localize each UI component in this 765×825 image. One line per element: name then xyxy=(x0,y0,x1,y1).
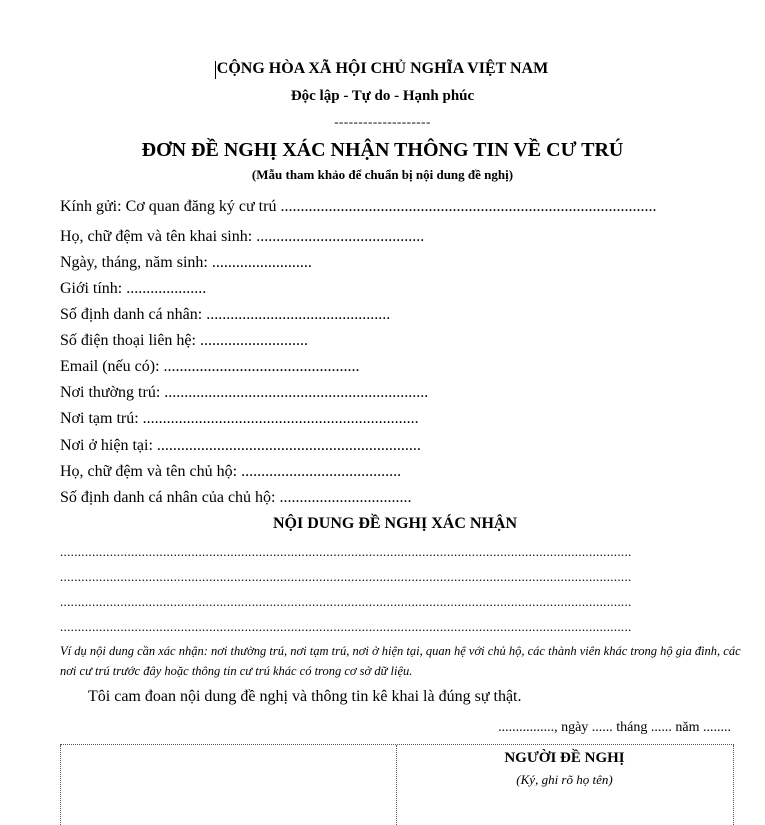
signature-title: NGƯỜI ĐỀ NGHỊ xyxy=(504,750,625,766)
signature-hint: (Ký, ghi rõ họ tên) xyxy=(516,772,613,787)
field-household-head-id[interactable]: Số định danh cá nhân của chủ hộ: ................................. xyxy=(60,489,412,506)
header-separator: -------------------- xyxy=(334,114,431,129)
signature-right-cell[interactable] xyxy=(396,745,734,825)
field-gender[interactable]: Giới tính: .................... xyxy=(60,280,207,297)
content-heading: NỘI DUNG ĐỀ NGHỊ XÁC NHẬN xyxy=(272,515,517,532)
field-recipient[interactable]: Kính gửi: Cơ quan đăng ký cư trú .............................................................................................. xyxy=(60,198,657,215)
content-line[interactable]: ................................................................................................................................................................. xyxy=(60,569,632,584)
form-subtitle: (Mẫu tham khảo để chuẩn bị nội dung đề nghị) xyxy=(251,167,514,182)
pledge-statement: Tôi cam đoan nội dung đề nghị và thông tin kê khai là đúng sự thật. xyxy=(88,688,522,705)
example-note: Ví dụ nội dung cần xác nhận: nơi thường trú, nơi tạm trú, nơi ở hiện tại, quan hệ với chủ hộ, các thành viên khác trong hộ gia đình, các nơi cư trú trước đây hoặc thông tin cư trú khác có trong cơ sở dữ liệu. xyxy=(60,644,741,678)
field-temporary-residence[interactable]: Nơi tạm trú: ..................................................................... xyxy=(60,410,419,427)
field-permanent-residence[interactable]: Nơi thường trú: .................................................................. xyxy=(60,384,429,401)
date-line[interactable]: ................, ngày ...... tháng ...... năm ........ xyxy=(498,720,731,735)
signature-left-cell xyxy=(60,745,397,825)
content-line[interactable]: ................................................................................................................................................................. xyxy=(60,619,632,634)
content-line[interactable]: ................................................................................................................................................................. xyxy=(60,594,632,609)
field-email[interactable]: Email (nếu có): ................................................. xyxy=(60,358,360,375)
nation-header: CỘNG HÒA XÃ HỘI CHỦ NGHĨA VIỆT NAM xyxy=(216,60,549,77)
form-title: ĐƠN ĐỀ NGHỊ XÁC NHẬN THÔNG TIN VỀ CƯ TRÚ xyxy=(141,139,624,161)
field-phone[interactable]: Số điện thoại liên hệ: ........................... xyxy=(60,332,308,349)
national-motto: Độc lập - Tự do - Hạnh phúc xyxy=(290,88,475,104)
field-household-head[interactable]: Họ, chữ đệm và tên chủ hộ: ........................................ xyxy=(60,463,402,480)
field-birth-date[interactable]: Ngày, tháng, năm sinh: ......................... xyxy=(60,254,312,271)
field-full-name[interactable]: Họ, chữ đệm và tên khai sinh: .......................................... xyxy=(60,228,425,245)
field-personal-id[interactable]: Số định danh cá nhân: .............................................. xyxy=(60,306,391,323)
content-line[interactable]: ................................................................................................................................................................. xyxy=(60,544,632,559)
field-current-residence[interactable]: Nơi ở hiện tại: .................................................................. xyxy=(60,437,421,454)
